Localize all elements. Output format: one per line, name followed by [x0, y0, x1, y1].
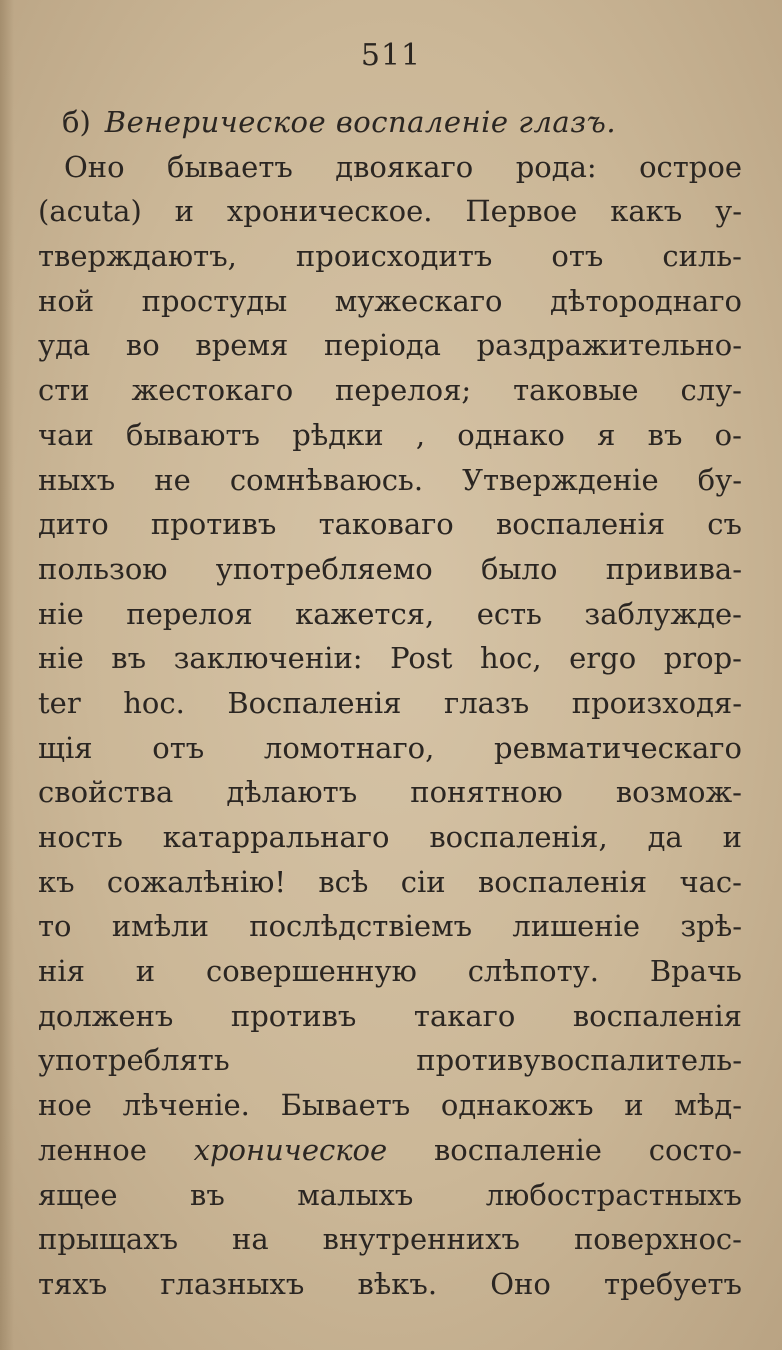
word: глазъ — [444, 685, 530, 720]
word: и — [135, 954, 156, 989]
word: Оно — [490, 1266, 551, 1301]
text-line — [38, 1038, 742, 1083]
text-line — [38, 770, 742, 815]
word: то — [38, 909, 72, 944]
word: внутреннихъ — [322, 1222, 520, 1257]
word: ніе — [38, 596, 84, 631]
word: простуды — [141, 283, 288, 318]
word: періода — [323, 328, 441, 363]
word: такаго — [413, 998, 516, 1033]
word: зрѣ- — [680, 909, 742, 944]
text-line — [38, 636, 742, 681]
word: hoc, — [479, 641, 542, 676]
word: ленное — [38, 1132, 147, 1167]
word: въ — [647, 417, 683, 452]
text-line — [38, 1173, 742, 1218]
word: дѣлаютъ — [226, 775, 358, 810]
word: воспаленіе — [433, 1132, 602, 1167]
word: слу- — [680, 373, 742, 408]
word: понятною — [410, 775, 563, 810]
word: prop- — [663, 641, 742, 676]
word: воспаленія, — [429, 820, 608, 854]
word: пользою — [38, 551, 168, 586]
text-line — [38, 323, 742, 368]
word: однако — [457, 417, 565, 452]
word: противъ — [230, 998, 357, 1033]
word: послѣдствіемъ — [249, 909, 473, 944]
word: лишеніе — [512, 909, 641, 944]
word: катарральнаго — [162, 820, 390, 854]
word: происходитъ — [295, 239, 493, 274]
word: съ — [707, 507, 742, 542]
word: воспаленія — [572, 998, 742, 1033]
word: ность — [38, 820, 123, 854]
word: сомнѣваюсь. — [229, 462, 424, 497]
word: да — [647, 820, 683, 854]
word: жестокаго — [131, 373, 294, 408]
word: и — [174, 194, 195, 229]
word: щія — [38, 730, 93, 765]
word: тверждаютъ, — [38, 239, 237, 274]
word: тяхъ — [38, 1266, 108, 1301]
word: имѣли — [111, 909, 209, 944]
body-text — [38, 100, 742, 1307]
word: хроническое. — [226, 194, 433, 229]
word: таковаго — [318, 507, 454, 542]
word: раздражительно- — [476, 328, 742, 363]
word: какъ — [610, 194, 683, 229]
word: ter — [38, 685, 81, 720]
word: Бываетъ — [280, 1088, 411, 1123]
word: состо- — [648, 1132, 742, 1167]
word: Первое — [465, 194, 578, 229]
word: ныхъ — [38, 462, 116, 497]
word: о- — [714, 417, 742, 452]
word: въ — [190, 1177, 225, 1212]
word: сіи — [400, 864, 446, 899]
word: я — [597, 417, 616, 452]
word: лѣченіе. — [122, 1088, 250, 1123]
word: произходя- — [571, 685, 742, 720]
text-line — [38, 234, 742, 279]
text-line — [38, 1217, 742, 1262]
word: рѣдки — [292, 417, 384, 452]
word: ломотнаго, — [263, 730, 435, 765]
word: на — [232, 1222, 269, 1257]
word: бываетъ — [167, 149, 293, 184]
text-line — [38, 815, 742, 860]
word: отъ — [152, 730, 205, 765]
word: ящее — [38, 1177, 118, 1212]
word: двоякаго — [335, 149, 474, 184]
text-line — [38, 145, 742, 190]
word: употреблять — [38, 1043, 230, 1078]
word: и — [722, 820, 742, 854]
word: ergo — [569, 641, 637, 676]
text-line — [38, 949, 742, 994]
word: ной — [38, 283, 95, 318]
word: бу- — [697, 462, 742, 497]
word: Врачь — [649, 954, 742, 989]
word: Утвержденіе — [462, 462, 659, 497]
word: малыхъ — [297, 1177, 414, 1212]
word: къ — [38, 864, 75, 899]
word: поверхнос- — [573, 1222, 742, 1257]
word: (acuta) — [38, 194, 142, 229]
word: острое — [639, 149, 742, 184]
word: было — [481, 551, 558, 586]
word: вѣкъ. — [357, 1266, 438, 1301]
word: ніе — [38, 641, 84, 676]
word: свойства — [38, 775, 174, 810]
word: дито — [38, 507, 109, 542]
text-line — [38, 904, 742, 949]
word: возмож- — [615, 775, 742, 810]
word: совершенную — [205, 954, 417, 989]
text-line — [38, 860, 742, 905]
word: у- — [715, 194, 742, 229]
word: дѣтороднаго — [550, 283, 742, 318]
word: употребляемо — [215, 551, 433, 586]
text-line — [38, 189, 742, 234]
word: чаи — [38, 417, 94, 452]
word: воспаленія — [495, 507, 666, 542]
word: Оно — [64, 149, 125, 184]
word: заключеніи: — [173, 641, 363, 676]
text-line — [38, 681, 742, 726]
section-heading — [38, 100, 742, 145]
text-line — [38, 726, 742, 771]
text-line — [38, 368, 742, 413]
word: ное — [38, 1088, 92, 1123]
word: воспаленія — [477, 864, 648, 899]
word: , — [415, 417, 426, 452]
word: не — [154, 462, 191, 497]
text-line — [38, 592, 742, 637]
word: кажется, — [295, 596, 435, 631]
text-line — [38, 1083, 742, 1128]
word: нія — [38, 954, 85, 989]
section-heading-text: Венерическое воспаленіе глазъ. — [104, 105, 617, 139]
text-line — [38, 1262, 742, 1307]
word: время — [195, 328, 289, 363]
word: противувоспалитель- — [416, 1043, 742, 1078]
word: перелоя — [126, 596, 253, 631]
word: таковые — [513, 373, 639, 408]
word: сожалѣнію! — [106, 864, 287, 899]
word: слѣпоту. — [467, 954, 599, 989]
word: отъ — [551, 239, 604, 274]
word: въ — [111, 641, 147, 676]
word: во — [125, 328, 160, 363]
word: перелоя; — [335, 373, 472, 408]
text-line — [38, 994, 742, 1039]
word: однакожъ — [440, 1088, 594, 1123]
text-line — [38, 413, 742, 458]
word: час- — [679, 864, 742, 899]
word: противъ — [150, 507, 277, 542]
word: hoc. — [123, 685, 185, 720]
word: Воспаленія — [227, 685, 402, 720]
word: силь- — [662, 239, 742, 274]
page-edge-shadow — [0, 0, 14, 1350]
word: всѣ — [318, 864, 369, 899]
paragraph — [38, 145, 742, 1307]
text-line — [38, 502, 742, 547]
text-line — [38, 547, 742, 592]
text-line — [38, 1128, 742, 1173]
word: ревматическаго — [494, 730, 742, 765]
word: требуетъ — [604, 1266, 742, 1301]
section-heading-number: б) — [62, 105, 91, 139]
word: долженъ — [38, 998, 174, 1033]
word: привива- — [605, 551, 742, 586]
word: рода: — [515, 149, 597, 184]
word: уда — [38, 328, 91, 363]
text-line — [38, 458, 742, 503]
word: и — [624, 1088, 644, 1123]
word: прыщахъ — [38, 1222, 179, 1257]
word: заблужде- — [584, 596, 742, 631]
word: Post — [390, 641, 453, 676]
word: бываютъ — [126, 417, 260, 452]
word: глазныхъ — [160, 1266, 305, 1301]
word: мѣд- — [674, 1088, 742, 1123]
page-number: 511 — [360, 38, 422, 73]
word: сти — [38, 373, 90, 408]
word: хроническое — [193, 1132, 388, 1167]
word: есть — [476, 596, 542, 631]
word: мужескаго — [334, 283, 503, 318]
text-line — [38, 279, 742, 324]
word: любострастныхъ — [485, 1177, 742, 1212]
